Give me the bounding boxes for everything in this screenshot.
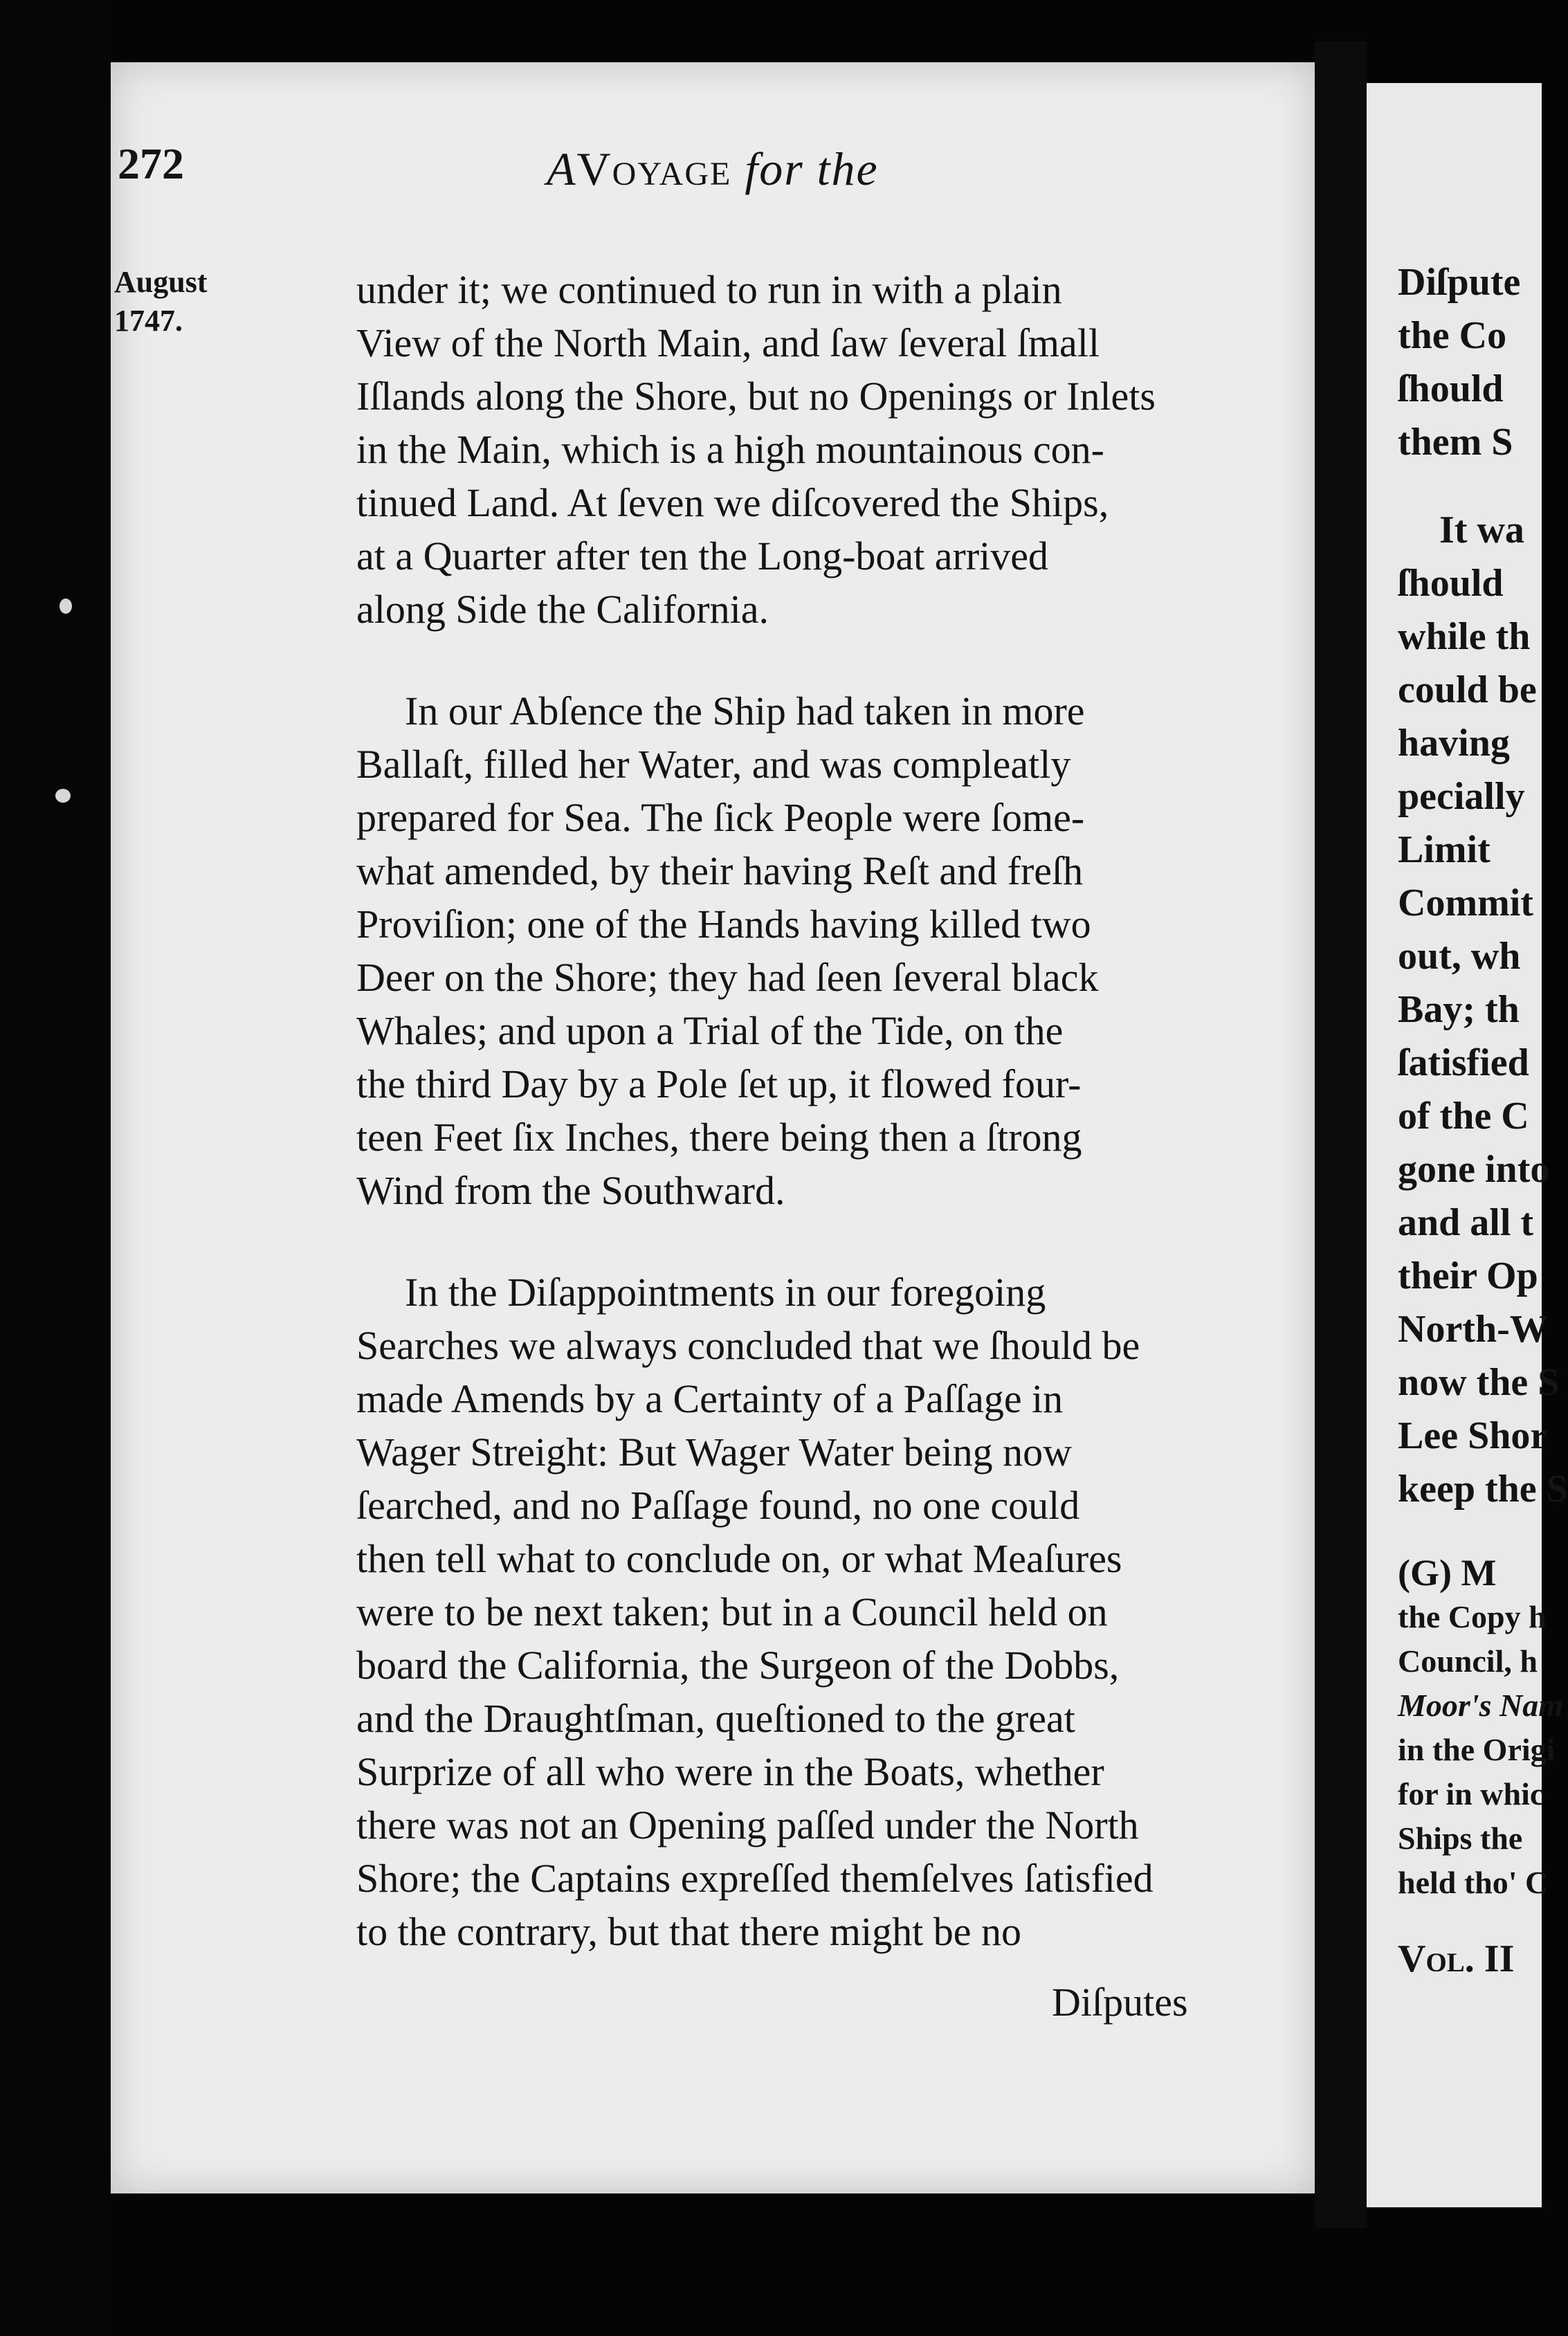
text-line: under it; we continued to run in with a plain — [356, 267, 1062, 312]
right-line: could be — [1398, 668, 1537, 711]
margin-month: August — [114, 265, 208, 299]
right-line: Diſpute — [1398, 261, 1521, 304]
book-gutter — [1315, 42, 1367, 2228]
text-line: In the Diſappointments in our foregoing — [405, 1270, 1046, 1315]
footnote-line: for in whic — [1398, 1776, 1544, 1812]
footnote-line: the Copy h — [1398, 1599, 1547, 1634]
text-line: made Amends by a Certainty of a Paſſage in — [356, 1376, 1064, 1421]
right-line: Bay; th — [1398, 988, 1520, 1031]
text-line: then tell what to conclude on, or what Meaſures — [356, 1536, 1122, 1581]
paragraph-gap — [356, 636, 1235, 684]
footnote-line: in the Origi — [1398, 1732, 1556, 1767]
paragraph-gap — [1398, 1516, 1557, 1551]
text-line: Shore; the Captains expreſſed themſelves ſatisfied — [356, 1856, 1154, 1901]
right-footnote — [1398, 1551, 1563, 1905]
right-line: North-W — [1398, 1308, 1549, 1351]
text-line: and the Draughtſman, queſtioned to the great — [356, 1696, 1075, 1741]
text-line: Surprize of all who were in the Boats, whether — [356, 1749, 1104, 1794]
footnote-line: Moor's Nam — [1398, 1688, 1563, 1723]
text-line: In our Abſence the Ship had taken in more — [405, 688, 1085, 733]
right-line: having — [1398, 722, 1510, 765]
text-line: Wager Streight: But Wager Water being now — [356, 1430, 1073, 1475]
text-line: at a Quarter after ten the Long-boat arrived — [356, 533, 1048, 578]
right-line: keep the S — [1398, 1468, 1568, 1511]
text-line: to the contrary, but that there might be no — [356, 1909, 1022, 1954]
paragraph-gap — [1398, 469, 1557, 504]
text-line: teen Feet ſix Inches, there being then a ſtrong — [356, 1115, 1082, 1160]
right-line: them S — [1398, 421, 1513, 464]
page-number: 272 — [118, 139, 184, 188]
running-header — [547, 142, 879, 197]
text-line: View of the North Main, and ſaw ſeveral ſmall — [356, 320, 1100, 365]
text-line: Ballaſt, filled her Water, and was compleatly — [356, 742, 1071, 787]
paragraph-1 — [356, 263, 1235, 636]
text-line: Deer on the Shore; they had ſeen ſeveral black — [356, 955, 1099, 1000]
text-line: Proviſion; one of the Hands having killed two — [356, 902, 1091, 947]
margin-date-note — [114, 263, 208, 340]
margin-year: 1747. — [114, 304, 183, 338]
header-rest: for the — [745, 143, 879, 195]
main-text — [356, 263, 1235, 1958]
text-line: there was not an Opening paſſed under the North — [356, 1803, 1139, 1847]
paragraph-2 — [356, 684, 1235, 1217]
right-line: Lee Shor — [1398, 1414, 1548, 1457]
catchword: Diſputes — [1052, 1980, 1188, 2025]
right-line: while th — [1398, 615, 1531, 658]
text-line: what amended, by their having Reſt and freſh — [356, 848, 1084, 893]
right-line: pecially — [1398, 775, 1525, 818]
right-line: Commit — [1398, 882, 1533, 924]
right-line: out, wh — [1398, 935, 1521, 978]
text-line: Whales; and upon a Trial of the Tide, on the — [356, 1008, 1064, 1053]
text-line: in the Main, which is a high mountainous con- — [356, 427, 1104, 472]
right-line: Limit — [1398, 828, 1490, 871]
text-line: were to be next taken; but in a Council held on — [356, 1589, 1108, 1634]
text-line: board the California, the Surgeon of the Dobbs, — [356, 1643, 1120, 1688]
right-line: of the C — [1398, 1095, 1529, 1138]
right-catchword: Vol. II — [1398, 1937, 1515, 1980]
header-title: Voyage — [576, 143, 732, 195]
paragraph-gap — [356, 1217, 1235, 1266]
right-page-text — [1398, 256, 1568, 1986]
right-line: their Op — [1398, 1254, 1538, 1297]
right-line: the Co — [1398, 314, 1507, 357]
text-line: the third Day by a Pole ſet up, it flowed four- — [356, 1061, 1082, 1106]
text-line: Searches we always concluded that we ſhould be — [356, 1323, 1140, 1368]
right-line: ſhould — [1398, 562, 1504, 605]
text-line: along Side the California. — [356, 587, 769, 632]
right-line: ſatisfied — [1398, 1041, 1529, 1084]
footnote-line: held tho' C — [1398, 1865, 1549, 1900]
right-line: It wa — [1439, 509, 1524, 551]
paragraph-3 — [356, 1266, 1235, 1958]
header-initial: A — [547, 143, 577, 195]
footnote-line: Ships the — [1398, 1821, 1523, 1856]
right-line: and all t — [1398, 1201, 1534, 1244]
text-line: prepared for Sea. The ſick People were ſome- — [356, 795, 1085, 840]
text-line: tinued Land. At ſeven we diſcovered the Ships, — [356, 480, 1109, 525]
right-line: now the S — [1398, 1361, 1560, 1404]
right-line: ſhould — [1398, 367, 1504, 410]
page-blemish — [55, 789, 71, 803]
footnote-line: (G) M — [1398, 1552, 1497, 1594]
text-line: ſearched, and no Paſſage found, no one could — [356, 1483, 1080, 1528]
text-line: Wind from the Southward. — [356, 1168, 785, 1213]
scan-left-border — [0, 0, 111, 2336]
right-line: gone into — [1398, 1148, 1550, 1191]
footnote-line: Council, h — [1398, 1643, 1538, 1679]
text-line: Iſlands along the Shore, but no Openings or Inlets — [356, 374, 1156, 419]
page-blemish — [60, 599, 72, 614]
